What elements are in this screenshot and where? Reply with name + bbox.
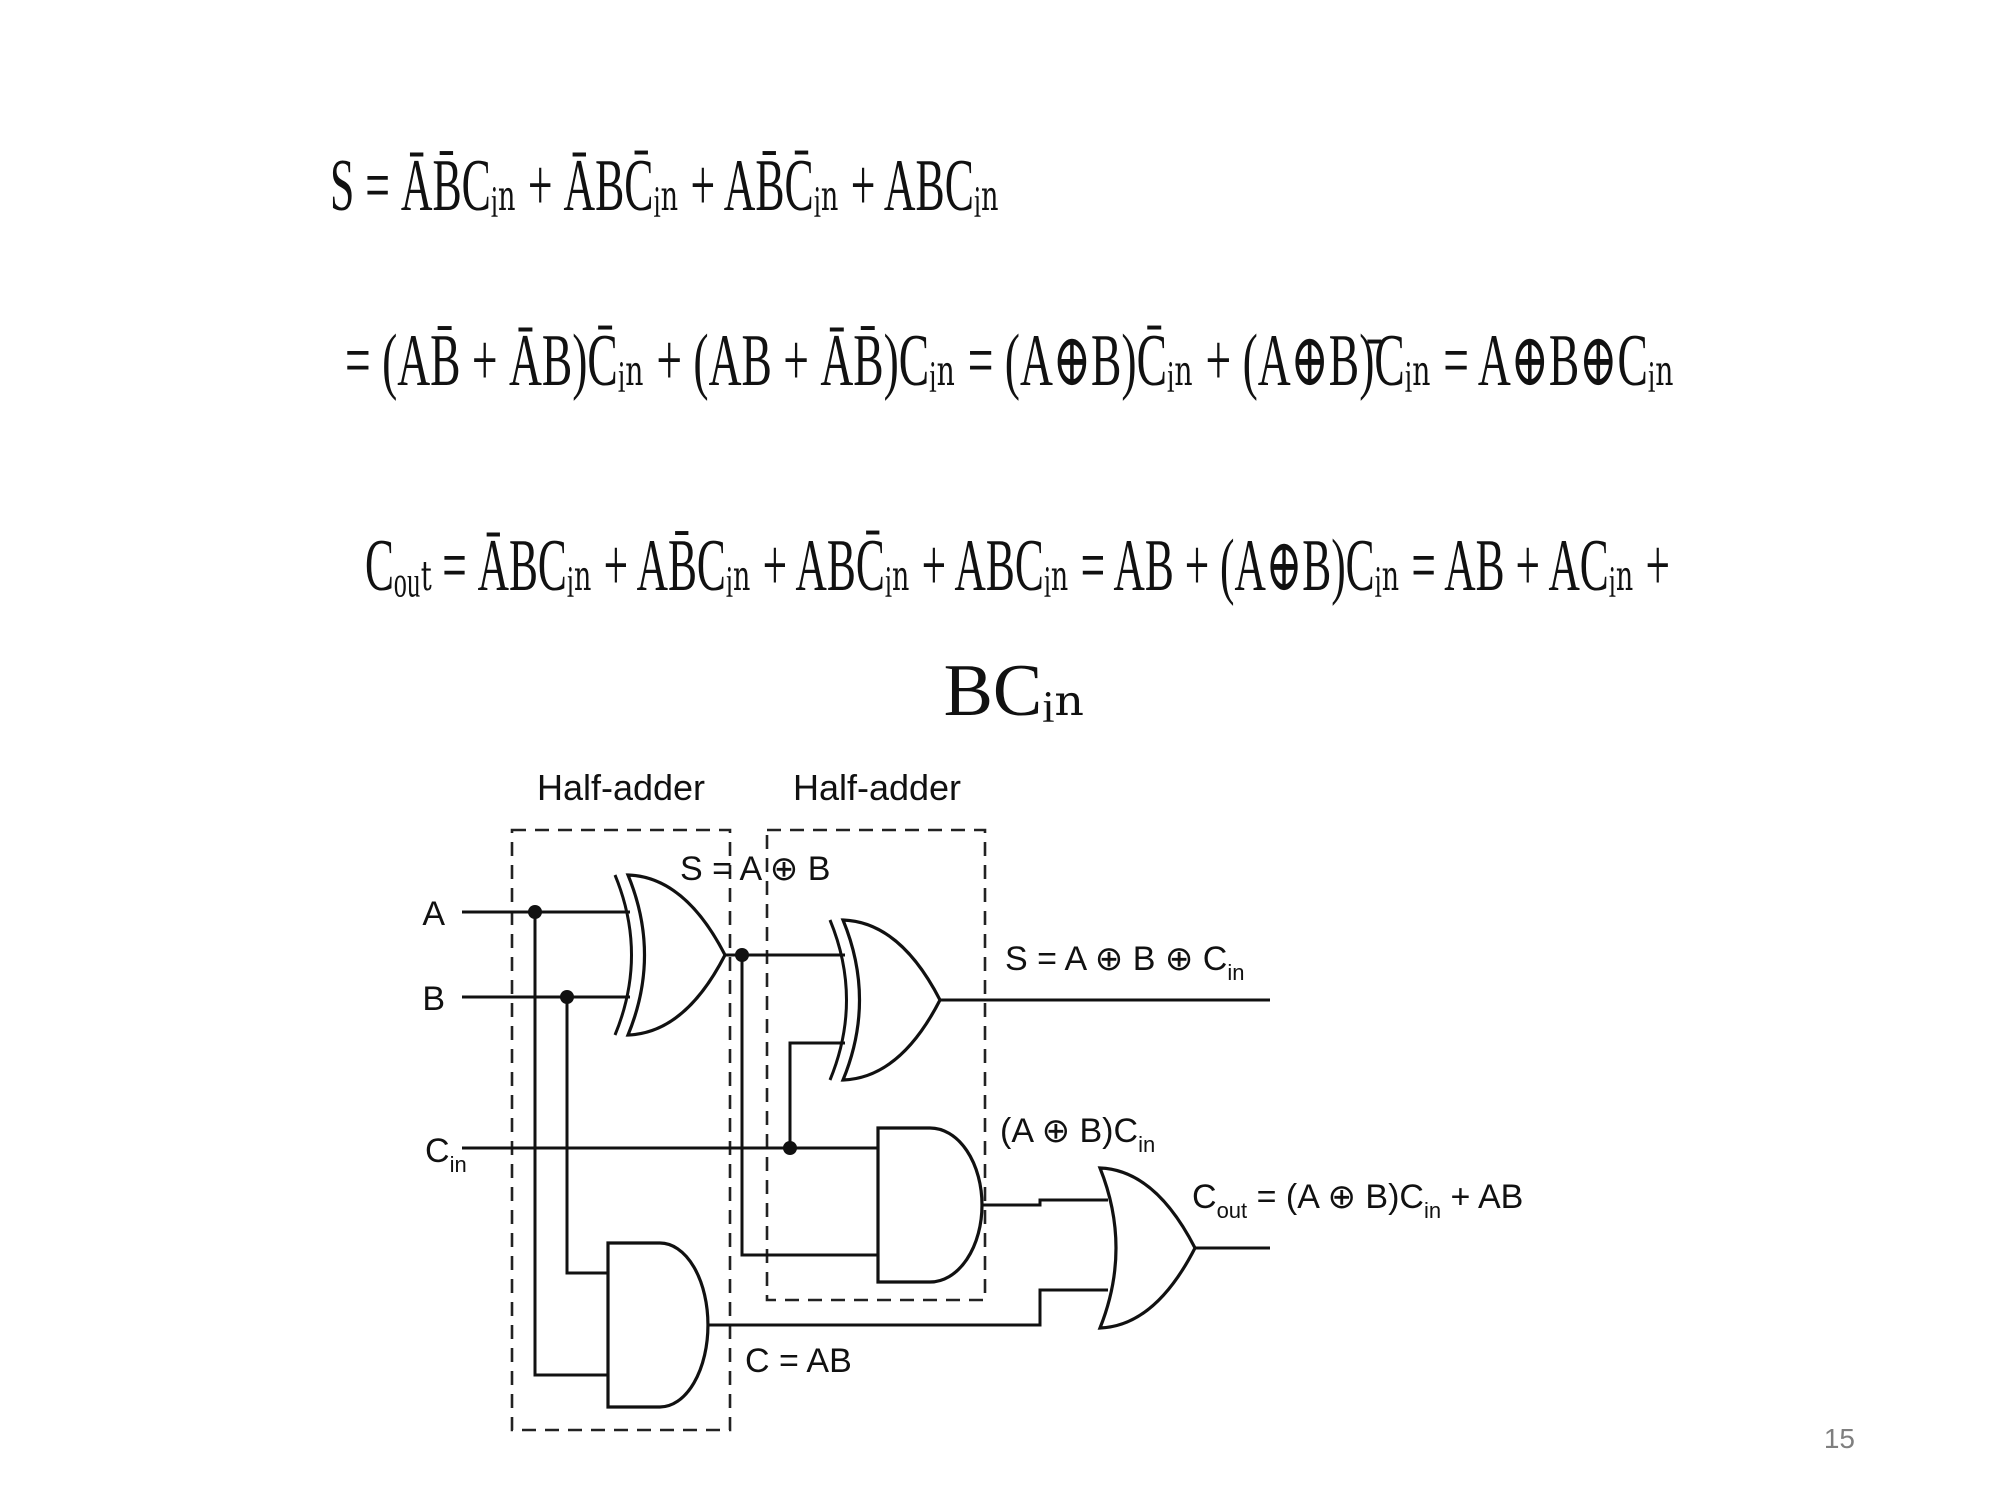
xor-gate-2 <box>830 920 940 1080</box>
input-a-label: A <box>422 895 445 933</box>
junction-dot-a <box>528 905 542 919</box>
page-number: 15 <box>1823 1423 1855 1454</box>
input-cin-label: $C_{in}$ <box>425 1132 467 1177</box>
xor-gate-1 <box>615 875 725 1035</box>
sum-equation-line-1: S = ĀB̄Cᵢₙ + ĀBC̄ᵢₙ + AB̄C̄ᵢₙ + ABCᵢₙ <box>330 145 1000 227</box>
carry-equation-line-1: Cₒᵤₜ = ĀBCᵢₙ + AB̄Cᵢₙ + ABC̄ᵢₙ + ABCᵢₙ = AB + (A⊕B)Cᵢₙ = AB + ACᵢₙ + <box>365 525 1670 607</box>
input-b-label: B <box>422 980 445 1018</box>
equations <box>330 145 1675 732</box>
carry-output-label: $C_{out} = (A$ ⊕ $B)C_{in}$ + AB <box>1192 1178 1524 1223</box>
and1-output-label: (A ⊕ $B)C_{in}$ <box>1000 1112 1156 1157</box>
and2-output-label: C = AB <box>745 1342 852 1380</box>
xor1-output-label: S = A ⊕ B <box>680 850 831 888</box>
half-adder-label-2: Half-adder <box>792 767 962 808</box>
or-gate <box>1100 1168 1195 1328</box>
half-adder-label-1: Half-adder <box>536 767 706 808</box>
sum-equation-line-2: = (AB̄ + ĀB)C̄ᵢₙ + (AB + ĀB̄)Cᵢₙ = (A⊕B)C̄ᵢₙ + (A⊕B)̄Cᵢₙ = A⊕B⊕Cᵢₙ <box>345 320 1675 402</box>
junction-dot-b <box>560 990 574 1004</box>
and-gate-1 <box>878 1128 982 1282</box>
sum-output-label: S = A ⊕ B ⊕ $C_{in}$ <box>1005 940 1245 985</box>
and-gate-2 <box>608 1243 708 1407</box>
junction-dot-cin <box>783 1141 797 1155</box>
full-adder-circuit <box>422 767 1523 1430</box>
junction-dot-xor1 <box>735 948 749 962</box>
carry-equation-line-2: BCᵢₙ <box>943 650 1087 732</box>
